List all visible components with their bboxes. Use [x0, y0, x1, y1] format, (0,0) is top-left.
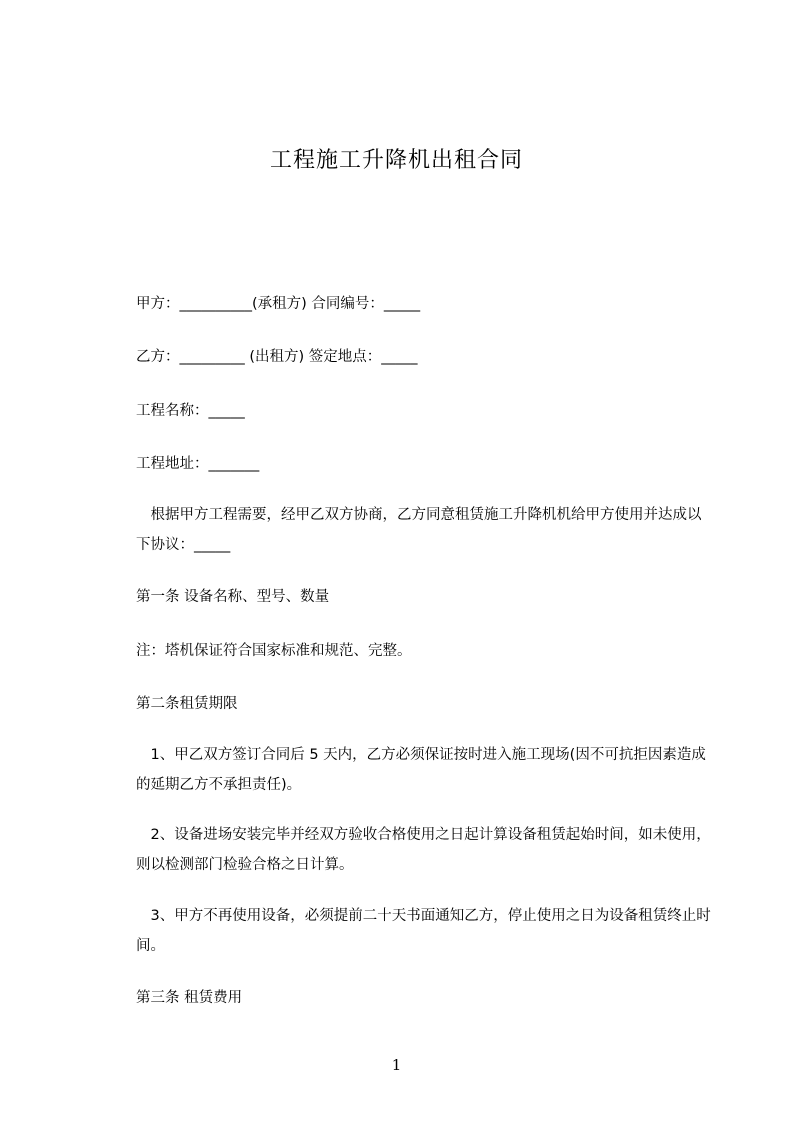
- party-a-line: 甲方：__________(承租方) 合同编号：_____: [136, 296, 421, 312]
- article-2-item-3: 3、甲方不再使用设备，必须提前二十天书面通知乙方，停止使用之日为设备租赁终止时间。: [136, 908, 711, 954]
- article-1-note: 注：塔机保证符合国家标准和规范、完整。: [136, 643, 412, 659]
- article-2-item-1: 1、甲乙双方签订合同后 5 天内，乙方必须保证按时进入施工现场(因不可抗拒因素造成的延期乙方不承担责任)。: [136, 747, 706, 793]
- article-2-item-2: 2、设备进场安装完毕并经双方验收合格使用之日起计算设备租赁起始时间，如未使用，则以检测部门检验合格之日计算。: [136, 827, 711, 873]
- page-number: 1: [391, 1056, 402, 1074]
- article-2-heading: 第二条租赁期限: [136, 696, 238, 712]
- article-3-heading: 第三条 租赁费用: [136, 990, 243, 1006]
- party-b-line: 乙方：_________ (出租方) 签定地点：_____: [136, 349, 418, 365]
- project-address-line: 工程地址：_______: [136, 456, 260, 472]
- project-name-line: 工程名称：_____: [136, 403, 245, 419]
- document-title: 工程施工升降机出租合同: [269, 148, 523, 173]
- intro-paragraph: 根据甲方工程需要，经甲乙双方协商，乙方同意租赁施工升降机机给甲方使用并达成以下协议：_____: [136, 507, 702, 553]
- article-1-heading: 第一条 设备名称、型号、数量: [136, 589, 330, 605]
